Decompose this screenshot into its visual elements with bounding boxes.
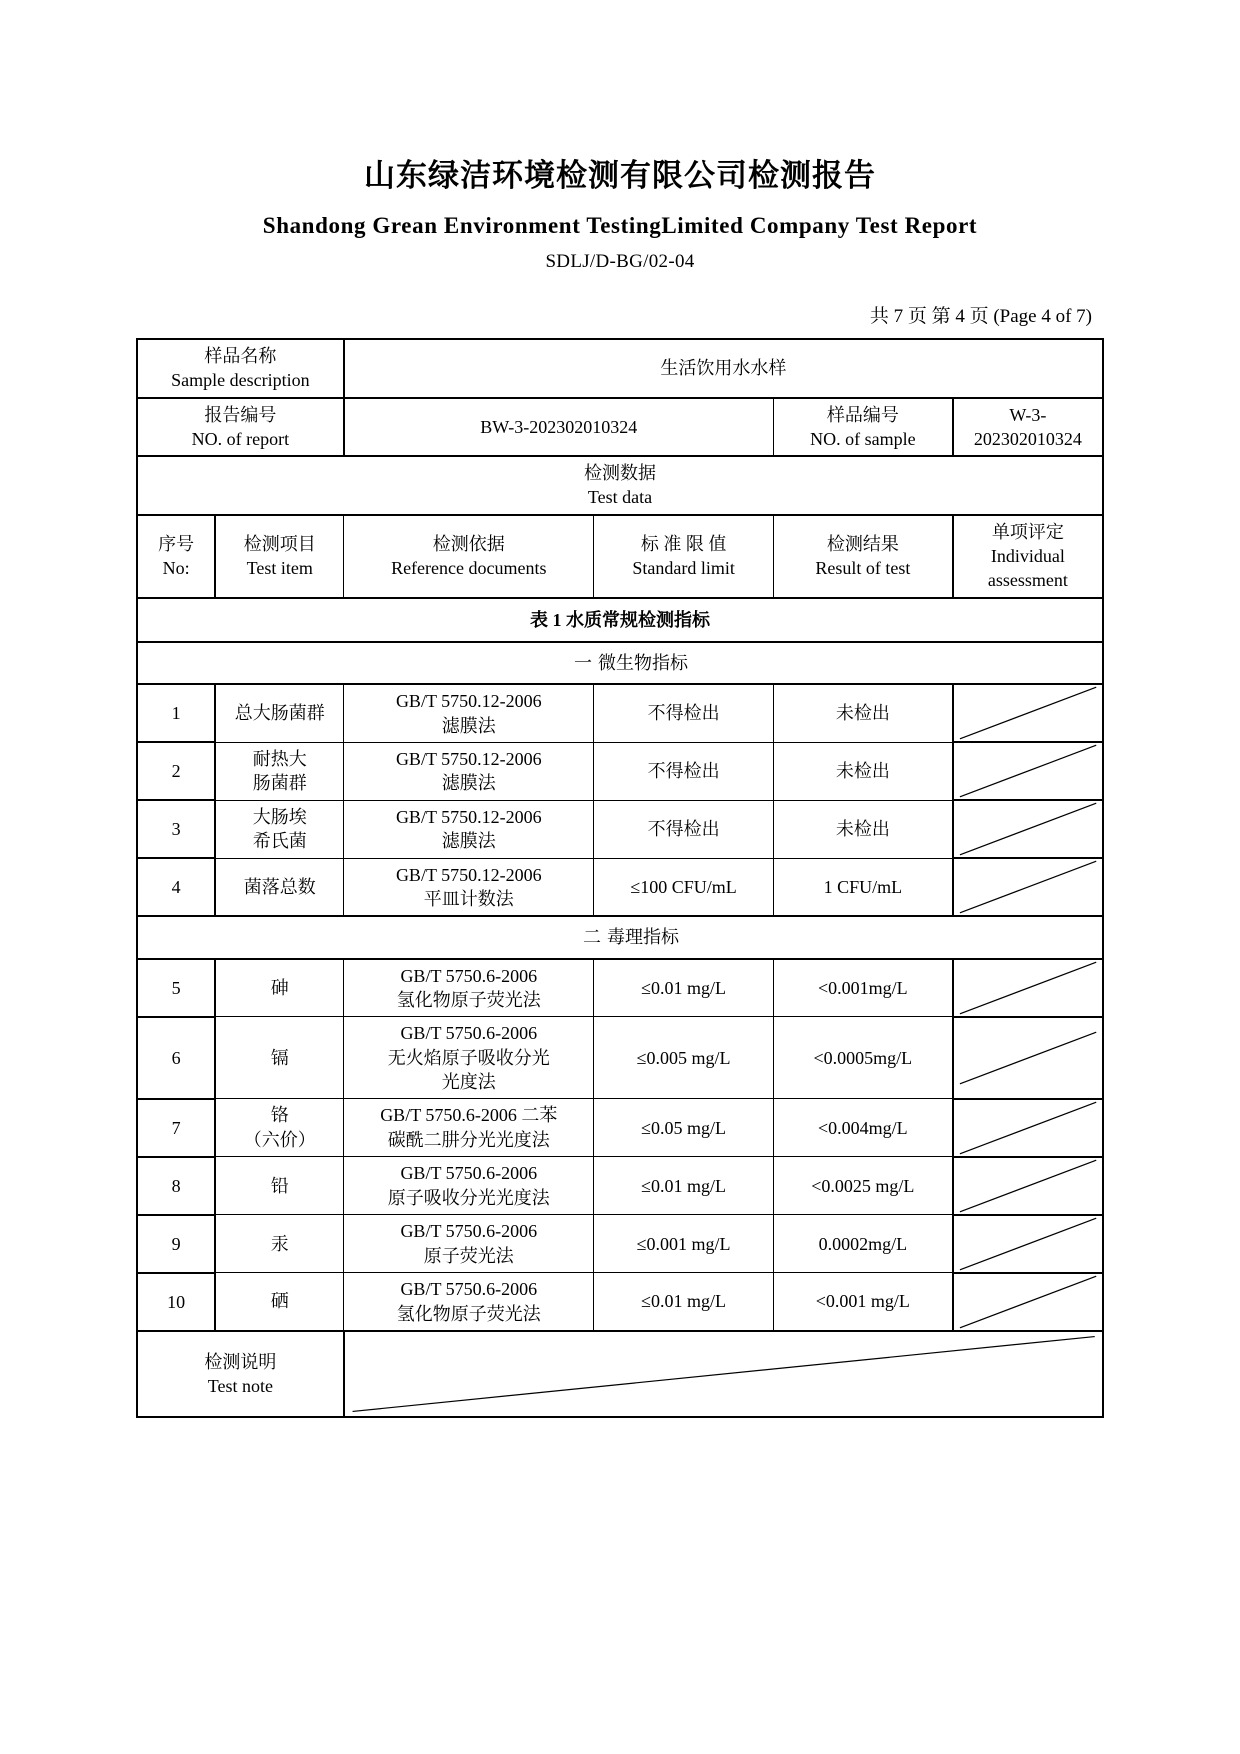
row-item-line: 大肠埃 [252,807,307,828]
report-table [136,338,1104,1418]
category-name-2: 毒理指标 [607,927,679,948]
row-reference [344,800,594,858]
row-reference [344,1099,594,1157]
row-item-line: 铬 [270,1105,289,1126]
row-reference-line: 滤膜法 [441,773,496,794]
row-no: 4 [137,858,215,916]
sample-description-label [137,339,344,398]
diagonal-strike-icon [954,685,1102,741]
diagonal-strike-icon [954,1100,1102,1156]
sample-number-value: W-3-202302010324 [953,398,1103,457]
row-reference-line: GB/T 5750.6-2006 [400,1221,538,1242]
row-result: 未检出 [773,742,952,800]
row-item: 硒 [215,1273,343,1331]
row-item [215,800,343,858]
column-header-limit [594,515,773,598]
row-item [215,1099,343,1157]
test-data-label-en: Test data [587,487,653,508]
report-header [0,0,1240,273]
row-reference-line: 滤膜法 [441,715,496,736]
table-row [137,684,1103,742]
row-no: 2 [137,742,215,800]
category-number-1: 一 [574,652,598,673]
category-number-2: 二 [583,927,607,948]
column-header-item-cn: 检测项目 [243,533,316,554]
row-no: 6 [137,1017,215,1099]
row-reference-line: GB/T 5750.6-2006 [400,1163,538,1184]
table-header-row [137,515,1103,598]
row-assessment [953,1215,1103,1273]
row-item: 砷 [215,959,343,1017]
diagonal-strike-icon [954,859,1102,915]
row-limit: ≤0.005 mg/L [594,1017,773,1099]
table-row [137,1273,1103,1331]
sample-description-label-en: Sample description [171,370,310,391]
row-reference-line: 光度法 [441,1071,496,1092]
test-note-value [344,1331,1103,1418]
report-number-label [137,398,344,457]
category-microbiology [137,642,1103,684]
table-row [137,1017,1103,1099]
row-no: 5 [137,959,215,1017]
row-item [215,742,343,800]
row-reference-line: 滤膜法 [441,831,496,852]
test-note-label-en: Test note [207,1376,273,1397]
row-reference-line: GB/T 5750.12-2006 [395,691,542,712]
row-reference-line: GB/T 5750.12-2006 [395,807,542,828]
row-no: 10 [137,1273,215,1331]
column-header-item-en: Test item [246,558,313,579]
row-limit: ≤0.001 mg/L [594,1215,773,1273]
row-assessment [953,1273,1103,1331]
row-reference [344,858,594,916]
row-result: 0.0002mg/L [773,1215,952,1273]
column-header-assessment [953,515,1103,598]
row-reference [344,1017,594,1099]
diagonal-strike-icon [954,1216,1102,1272]
row-reference-line: 原子荧光法 [423,1245,514,1266]
column-header-no-en: No: [162,558,190,579]
row-item: 汞 [215,1215,343,1273]
column-header-no-cn: 序号 [158,533,195,554]
row-reference-line: 碳酰二肼分光光度法 [387,1129,550,1150]
document-code: SDLJ/D-BG/02-04 [545,251,695,272]
table-section-title-row [137,598,1103,642]
row-assessment [953,1017,1103,1099]
row-reference-line: GB/T 5750.12-2006 [395,864,542,885]
row-limit: 不得检出 [594,684,773,742]
category-toxicology [137,916,1103,958]
row-no: 3 [137,800,215,858]
column-header-limit-en: Standard limit [632,558,735,579]
sample-number-label-cn: 样品编号 [826,404,899,425]
row-reference [344,959,594,1017]
row-assessment [953,742,1103,800]
row-reference [344,1273,594,1331]
row-assessment [953,858,1103,916]
row-item: 铅 [215,1157,343,1215]
column-header-assessment-cn: 单项评定 [991,521,1064,542]
column-header-no [137,515,215,598]
row-assessment [953,800,1103,858]
row-item-line: 希氏菌 [252,831,307,852]
report-number-row [137,398,1103,457]
test-data-banner [137,456,1103,515]
row-limit: ≤0.01 mg/L [594,959,773,1017]
table-row [137,800,1103,858]
row-result: <0.0005mg/L [773,1017,952,1099]
row-result: <0.001 mg/L [773,1273,952,1331]
table-row [137,1157,1103,1215]
column-header-reference-en: Reference documents [391,558,547,579]
row-assessment [953,1157,1103,1215]
row-result: 未检出 [773,684,952,742]
table-row [137,1099,1103,1157]
row-limit: ≤100 CFU/mL [594,858,773,916]
row-item: 镉 [215,1017,343,1099]
test-note-row [137,1331,1103,1418]
row-item-line: 肠菌群 [252,773,307,794]
row-reference-line: GB/T 5750.6-2006 二苯 [380,1105,558,1126]
test-note-label [137,1331,344,1418]
row-result: 未检出 [773,800,952,858]
row-reference [344,1157,594,1215]
page-number-info: 共 7 页 第 4 页 (Page 4 of 7) [869,306,1092,327]
sample-number-label [773,398,952,457]
row-reference-line: GB/T 5750.6-2006 [400,1279,538,1300]
sample-description-label-cn: 样品名称 [204,346,277,366]
row-result: 1 CFU/mL [773,858,952,916]
table-section-title: 表 1 水质常规检测指标 [137,598,1103,642]
column-header-limit-cn: 标 准 限 值 [640,533,727,554]
row-result: <0.004mg/L [773,1099,952,1157]
column-header-assessment-en2: assessment [987,570,1068,591]
test-data-label-cn: 检测数据 [584,463,656,484]
table-row [137,1215,1103,1273]
diagonal-strike-icon [345,1335,1102,1413]
column-header-reference-cn: 检测依据 [432,533,505,554]
row-reference [344,684,594,742]
row-reference-line: GB/T 5750.12-2006 [395,749,542,770]
diagonal-strike-icon [954,1274,1102,1330]
diagonal-strike-icon [954,801,1102,857]
row-limit: ≤0.05 mg/L [594,1099,773,1157]
row-reference-line: 无火焰原子吸收分光 [387,1047,550,1068]
category-row-microbiology [137,642,1103,684]
diagonal-strike-icon [954,960,1102,1016]
sample-description-row [137,339,1103,398]
row-limit: ≤0.01 mg/L [594,1157,773,1215]
row-item-line: （六价） [243,1129,316,1150]
report-number-label-cn: 报告编号 [204,404,277,425]
column-header-item [215,515,343,598]
row-reference-line: 原子吸收分光光度法 [387,1187,550,1208]
column-header-result-en: Result of test [815,558,911,579]
row-item: 总大肠菌群 [215,684,343,742]
row-item: 菌落总数 [215,858,343,916]
table-row [137,742,1103,800]
row-reference-line: GB/T 5750.6-2006 [400,1023,538,1044]
row-item-line: 耐热大 [252,749,307,770]
column-header-assessment-en: Individual [990,546,1065,567]
row-assessment [953,1099,1103,1157]
row-reference [344,742,594,800]
row-limit: 不得检出 [594,800,773,858]
diagonal-strike-icon [954,1030,1102,1086]
page-title-cn: 山东绿洁环境检测有限公司检测报告 [364,158,876,193]
row-assessment [953,684,1103,742]
column-header-result-cn: 检测结果 [826,533,899,554]
row-no: 9 [137,1215,215,1273]
row-reference-line: GB/T 5750.6-2006 [400,965,538,986]
row-limit: ≤0.01 mg/L [594,1273,773,1331]
column-header-reference [344,515,594,598]
table-row [137,959,1103,1017]
row-result: <0.001mg/L [773,959,952,1017]
category-row-toxicology [137,916,1103,958]
row-no: 7 [137,1099,215,1157]
sample-number-label-en: NO. of sample [810,428,916,449]
report-number-value: BW-3-202302010324 [344,398,774,457]
report-number-label-en: NO. of report [191,428,290,449]
row-reference-line: 氢化物原子荧光法 [396,1303,541,1324]
table-row [137,858,1103,916]
column-header-result [773,515,952,598]
category-name-1: 微生物指标 [598,652,688,673]
row-reference-line: 平皿计数法 [423,889,514,910]
diagonal-strike-icon [954,1158,1102,1214]
row-result: <0.0025 mg/L [773,1157,952,1215]
test-note-label-cn: 检测说明 [204,1351,277,1372]
row-limit: 不得检出 [594,742,773,800]
row-reference [344,1215,594,1273]
sample-description-value: 生活饮用水水样 [344,339,1103,398]
test-data-banner-row [137,456,1103,515]
diagonal-strike-icon [954,743,1102,799]
row-no: 8 [137,1157,215,1215]
row-assessment [953,959,1103,1017]
row-no: 1 [137,684,215,742]
row-reference-line: 氢化物原子荧光法 [396,990,541,1011]
page-title-en: Shandong Grean Environment TestingLimited Company Test Report [262,213,978,238]
